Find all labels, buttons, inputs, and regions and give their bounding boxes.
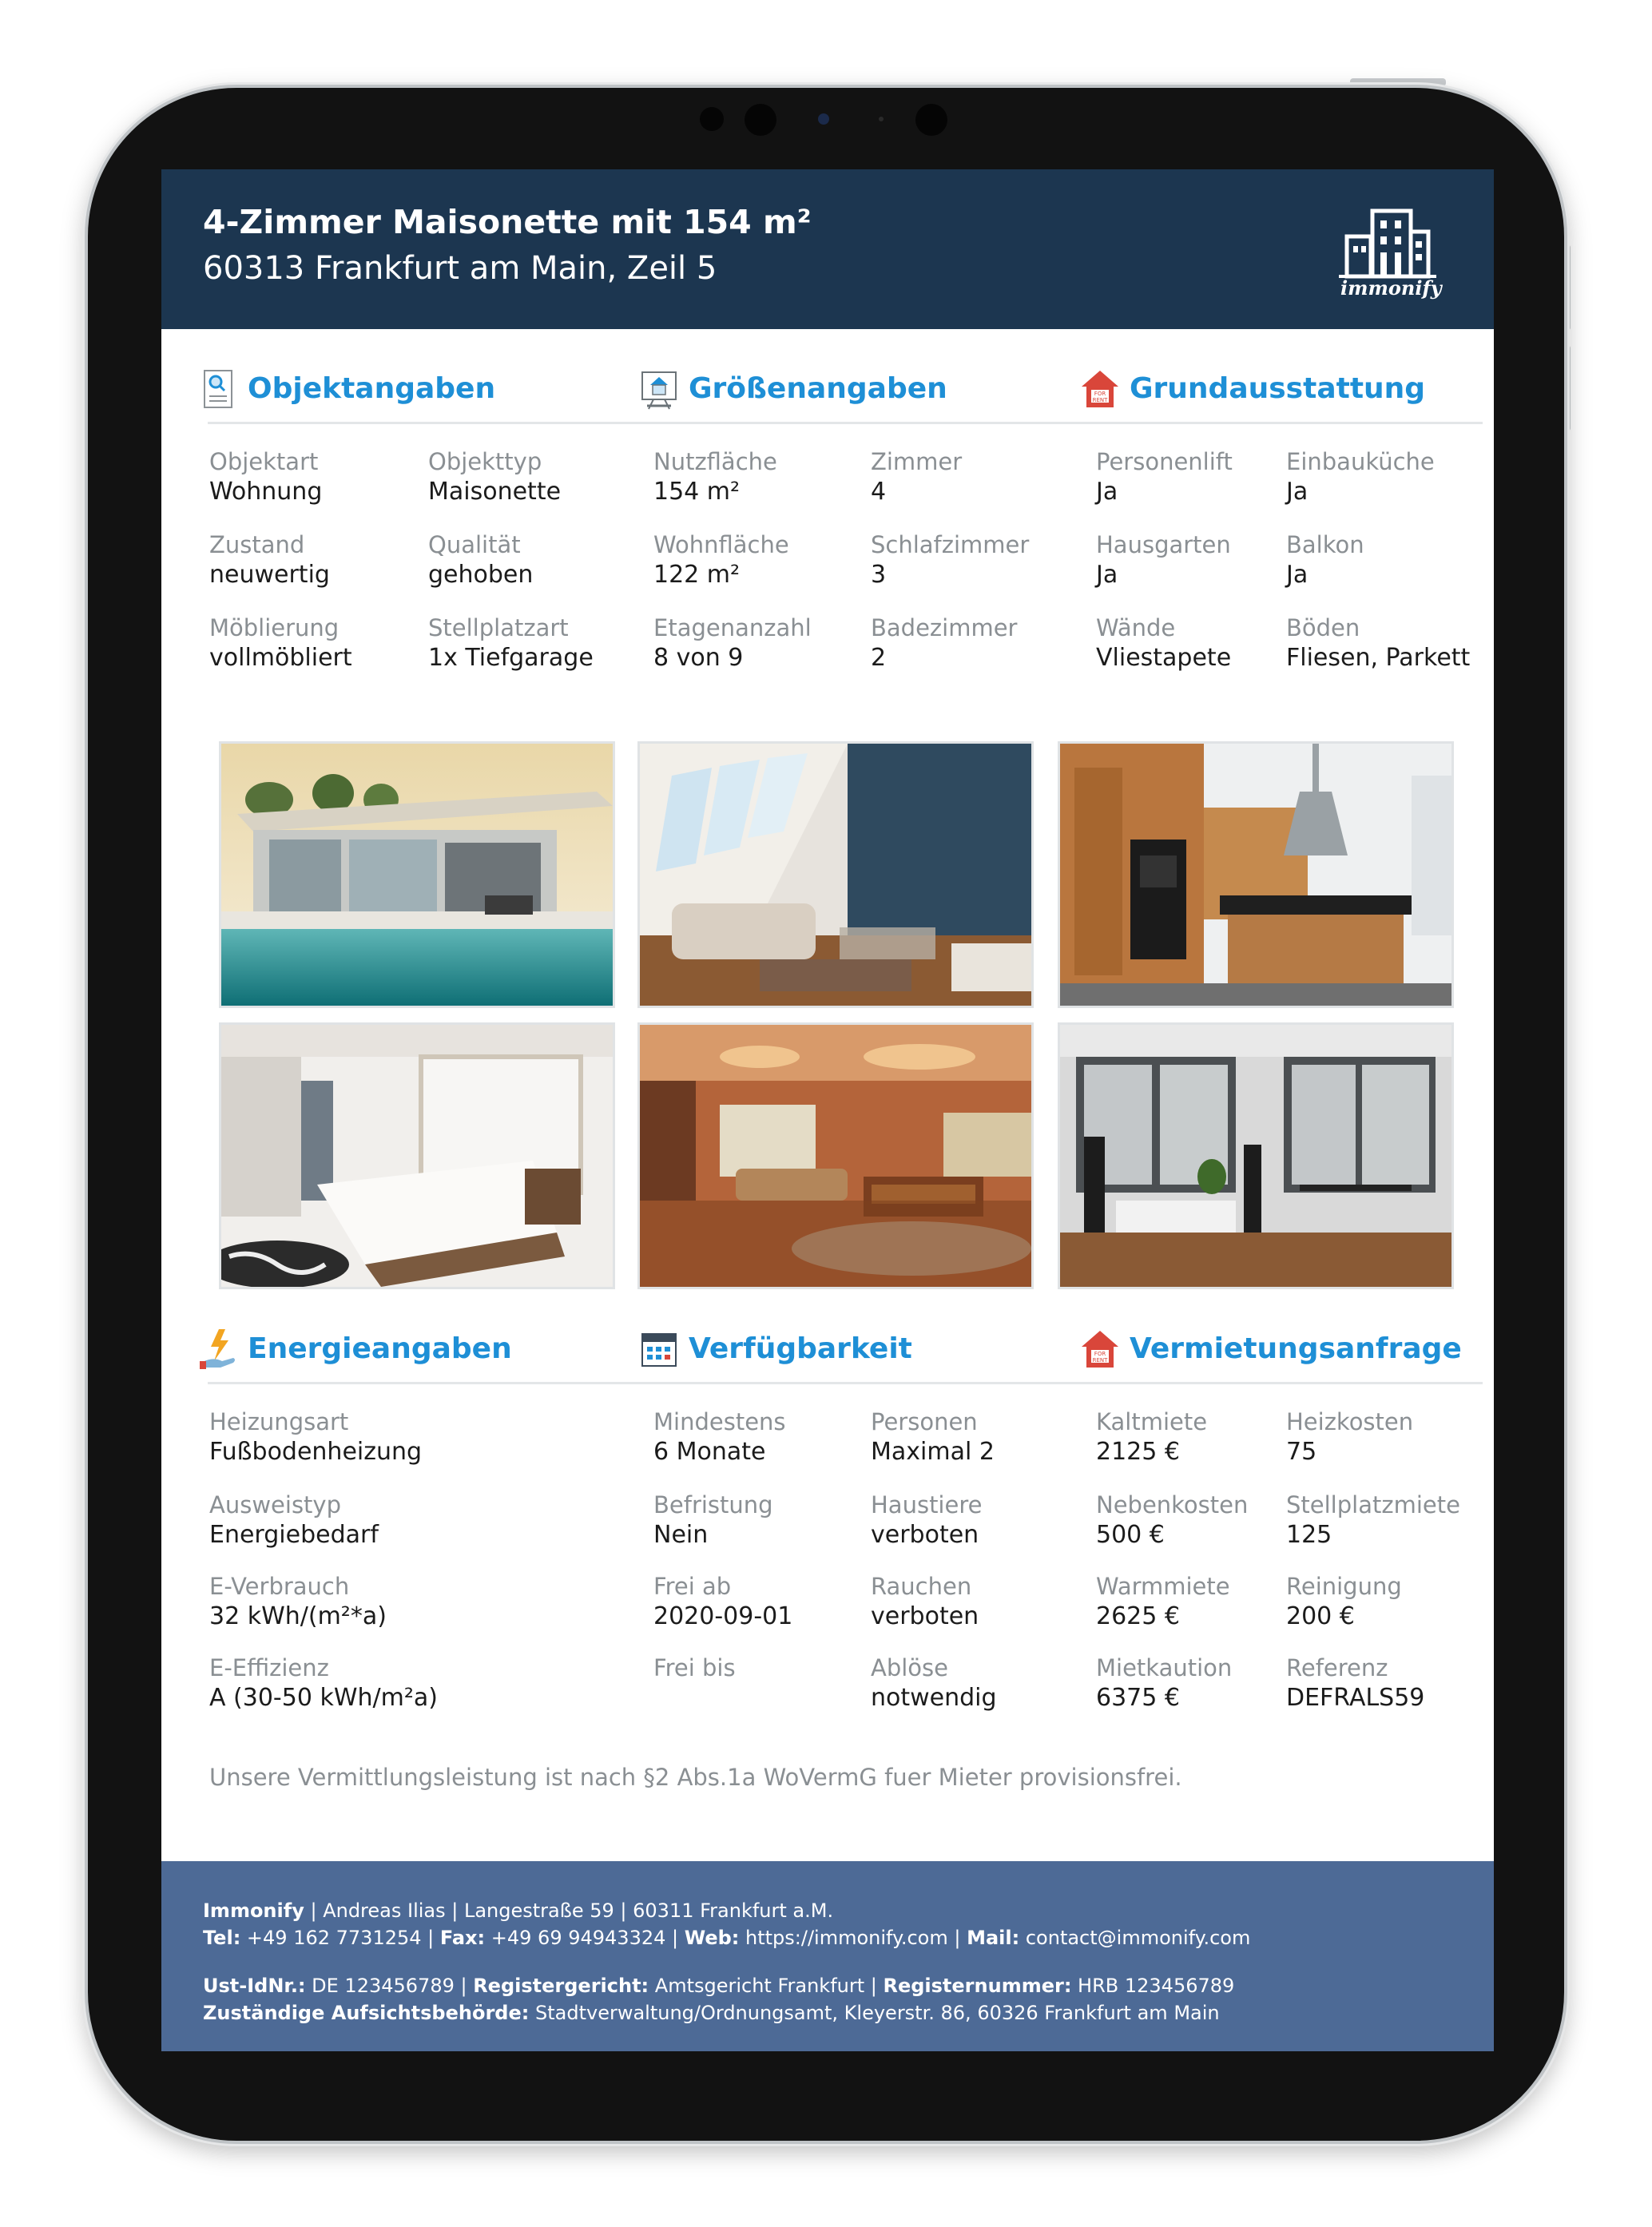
- section-objektangaben: [198, 367, 598, 415]
- field-befristung: Befristung Nein: [653, 1491, 773, 1549]
- document-search-icon: [198, 367, 238, 411]
- field-qualitaet: Qualität gehoben: [428, 531, 534, 589]
- svg-text:FOR: FOR: [1094, 391, 1106, 397]
- face-id-sensor: [915, 104, 947, 136]
- field-zimmer: Zimmer 4: [871, 448, 963, 506]
- field-frei-ab: Frei ab 2020-09-01: [653, 1573, 793, 1630]
- bedroom-photo: [219, 1022, 615, 1289]
- field-personenlift: Personenlift Ja: [1096, 448, 1233, 506]
- section-title: Objektangaben: [248, 372, 496, 405]
- sensor-dot: [700, 107, 724, 131]
- svg-text:RENT: RENT: [1092, 397, 1108, 403]
- field-e-verbrauch: E-Verbrauch 32 kWh/(m²*a): [209, 1573, 387, 1630]
- commission-note: Unsere Vermittlungsleistung ist nach §2 Abs.1a WoVermG fuer Mieter provisionsfrei.: [209, 1764, 1182, 1791]
- section-title: Größenangaben: [689, 372, 947, 405]
- svg-text:FOR: FOR: [1094, 1351, 1106, 1357]
- footer-contact-line: Tel: +49 162 7731254 | Fax: +49 69 94943324 | Web: https://immonify.com | Mail: contact@immonify.com: [203, 1927, 1251, 1949]
- svg-text:RENT: RENT: [1092, 1357, 1108, 1364]
- field-schlafzimmer: Schlafzimmer 3: [871, 531, 1030, 589]
- footer-address-line: Immonify | Andreas Ilias | Langestraße 59 | 60311 Frankfurt a.M.: [203, 1900, 834, 1922]
- field-hausgarten: Hausgarten Ja: [1096, 531, 1231, 589]
- section-title: Verfügbarkeit: [689, 1332, 912, 1365]
- section-title: Energieangaben: [248, 1332, 512, 1365]
- field-referenz: Referenz DEFRALS59: [1286, 1654, 1425, 1712]
- field-mietkaution: Mietkaution 6375 €: [1096, 1654, 1233, 1712]
- footer-authority-line: Zuständige Aufsichtsbehörde: Stadtverwaltung/Ordnungsamt, Kleyerstr. 86, 60326 Frankfurt am Main: [203, 2002, 1220, 2024]
- field-stellplatzmiete: Stellplatzmiete 125: [1286, 1491, 1460, 1549]
- field-einbaukueche: Einbauküche Ja: [1286, 448, 1435, 506]
- field-abloese: Ablöse notwendig: [871, 1654, 997, 1712]
- footer-legal-line: Ust-IdNr.: DE 123456789 | Registergericht: Amtsgericht Frankfurt | Registernummer: HRB 123456789: [203, 1975, 1235, 1997]
- expose-document: [161, 169, 1494, 2051]
- section-grundausstattung: [1080, 367, 1479, 415]
- field-waende: Wände Vliestapete: [1096, 614, 1232, 672]
- field-stellplatzart: Stellplatzart 1x Tiefgarage: [428, 614, 594, 672]
- listing-address: 60313 Frankfurt am Main, Zeil 5: [203, 250, 717, 287]
- section-title: Grundausstattung: [1130, 372, 1426, 405]
- field-warmmiete: Warmmiete 2625 €: [1096, 1573, 1230, 1630]
- section-verfuegbarkeit: [639, 1328, 1038, 1376]
- expose-header: [161, 169, 1494, 329]
- field-mindestens: Mindestens 6 Monate: [653, 1408, 786, 1466]
- calendar-icon: [639, 1328, 679, 1371]
- field-personen: Personen Maximal 2: [871, 1408, 995, 1466]
- field-badezimmer: Badezimmer 2: [871, 614, 1018, 672]
- pool-terrace-photo: [219, 741, 615, 1008]
- footer-mail-link[interactable]: contact@immonify.com: [1019, 1927, 1251, 1949]
- house-for-rent-icon: [1080, 1328, 1120, 1371]
- section-title: Vermietungsanfrage: [1130, 1332, 1462, 1365]
- listing-title: 4-Zimmer Maisonette mit 154 m²: [203, 203, 812, 241]
- field-boeden: Böden Fliesen, Parkett: [1286, 614, 1471, 672]
- field-nutzflaeche: Nutzfläche 154 m²: [653, 448, 777, 506]
- field-kaltmiete: Kaltmiete 2125 €: [1096, 1408, 1208, 1466]
- section-divider-bottom: [208, 1382, 1483, 1384]
- field-heizungsart: Heizungsart Fußbodenheizung: [209, 1408, 423, 1466]
- field-ausweistyp: Ausweistyp Energiebedarf: [209, 1491, 379, 1549]
- field-objekttyp: Objekttyp Maisonette: [428, 448, 562, 506]
- camera-lens-dot: [818, 113, 829, 125]
- front-camera: [745, 104, 776, 136]
- field-heizkosten: Heizkosten 75: [1286, 1408, 1414, 1466]
- field-etagenanzahl: Etagenanzahl 8 von 9: [653, 614, 812, 672]
- company-footer: [161, 1861, 1494, 2051]
- section-vermietungsanfrage: [1080, 1328, 1487, 1376]
- blueprint-icon: [639, 367, 679, 411]
- field-e-effizienz: E-Effizienz A (30-50 kWh/m²a): [209, 1654, 438, 1712]
- sensor-dot-small: [879, 117, 884, 121]
- field-objektart: Objektart Wohnung: [209, 448, 323, 506]
- section-divider-top: [208, 422, 1483, 424]
- field-nebenkosten: Nebenkosten 500 €: [1096, 1491, 1249, 1549]
- field-frei-bis: Frei bis: [653, 1654, 736, 1681]
- field-haustiere: Haustiere verboten: [871, 1491, 983, 1549]
- section-groessenangaben: [639, 367, 1038, 415]
- field-balkon: Balkon Ja: [1286, 531, 1364, 589]
- footer-web-link[interactable]: https://immonify.com |: [739, 1927, 967, 1949]
- house-for-rent-icon: [1080, 367, 1120, 411]
- energy-hand-icon: [198, 1328, 238, 1371]
- living-room-window-photo: [1058, 1022, 1454, 1289]
- field-rauchen: Rauchen verboten: [871, 1573, 979, 1630]
- kitchen-photo: [1058, 741, 1454, 1008]
- attic-living-room-photo: [637, 741, 1034, 1008]
- field-wohnflaeche: Wohnfläche 122 m²: [653, 531, 789, 589]
- billiard-lounge-photo: [637, 1022, 1034, 1289]
- field-reinigung: Reinigung 200 €: [1286, 1573, 1402, 1630]
- field-zustand: Zustand neuwertig: [209, 531, 330, 589]
- logo-wordmark: immonify: [1340, 276, 1442, 300]
- field-moeblierung: Möblierung vollmöbliert: [209, 614, 352, 672]
- section-energieangaben: [198, 1328, 598, 1376]
